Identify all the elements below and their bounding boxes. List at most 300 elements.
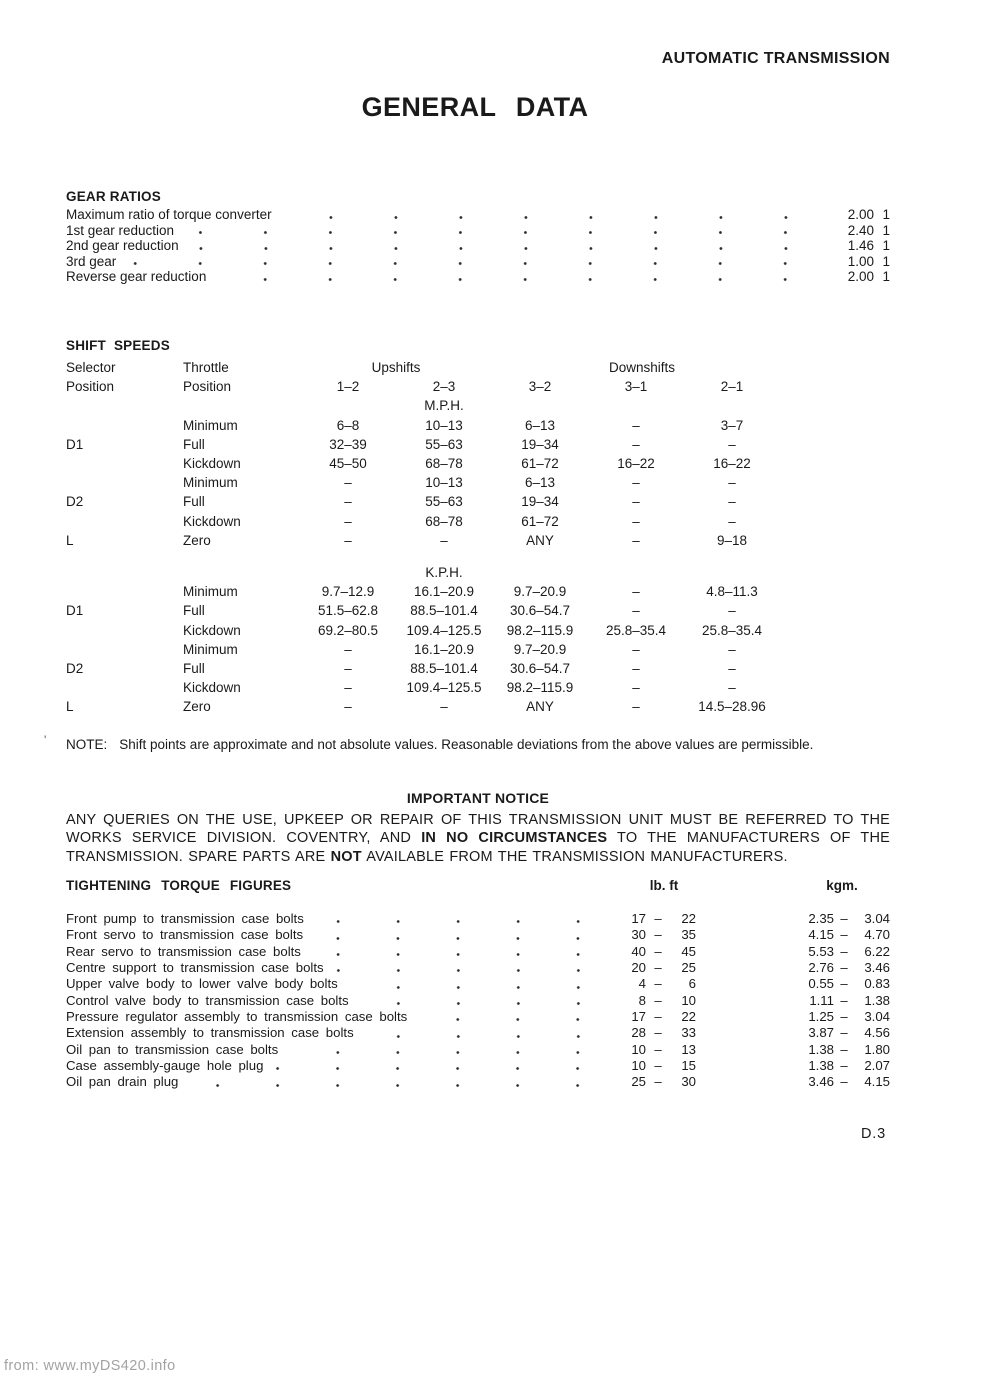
torque-kgm-value	[796, 1058, 890, 1074]
gear-ratio-suffix: 1	[882, 207, 890, 222]
shift-value-cell: –	[344, 641, 352, 657]
torque-row	[66, 960, 890, 976]
torque-row	[66, 1058, 890, 1074]
torque-kgm-value	[796, 1009, 890, 1025]
shift-value-cell: 4.8–11.3	[706, 584, 758, 600]
torque-kgm-low: 2.76	[808, 960, 834, 976]
shift-value-cell: 98.2–115.9	[506, 622, 574, 638]
torque-row	[66, 944, 890, 960]
torque-lbft-low: 30	[631, 927, 646, 943]
shift-cell-blank	[588, 563, 684, 582]
shift-value-cell: –	[344, 699, 352, 715]
torque-lbft-low: 8	[638, 992, 646, 1008]
gear-ratio-row	[66, 238, 890, 254]
shift-throttle-cell: Minimum	[183, 584, 238, 600]
shift-value-cell: –	[632, 584, 640, 600]
shift-value-cell: 45–50	[329, 456, 367, 472]
shift-header-selector: Position	[66, 379, 115, 395]
shift-column-header: 3–1	[624, 379, 648, 395]
shift-column-header: 2–1	[720, 379, 744, 395]
shift-value-cell: –	[632, 513, 640, 529]
torque-kgm-high: 2.07	[864, 1058, 890, 1074]
shift-value-cell: 55–63	[425, 436, 463, 452]
torque-lbft-low: 17	[631, 911, 646, 926]
range-dash: –	[840, 927, 848, 943]
torque-row-label: Pressure regulator assembly to transmission case bolts	[66, 1009, 408, 1025]
important-notice-body	[66, 811, 890, 866]
dot-leader	[313, 927, 616, 943]
torque-lbft-value	[620, 960, 696, 976]
shift-value-cell: 61–72	[521, 456, 559, 472]
dot-leader	[130, 254, 820, 270]
shift-value-cell: 61–72	[521, 513, 559, 529]
watermark: from: www.myDS420.info	[4, 1358, 176, 1374]
shift-value-cell: 6–13	[524, 417, 556, 433]
gear-ratio-label: 3rd gear	[66, 253, 117, 269]
gear-ratio-suffix: 1	[882, 222, 890, 238]
gear-ratio-suffix: 1	[882, 238, 890, 254]
shift-value-cell: 88.5–101.4	[410, 661, 478, 677]
gear-ratio-label: 2nd gear reduction	[66, 238, 179, 254]
shift-value-cell: –	[728, 641, 736, 657]
range-dash: –	[654, 911, 662, 926]
torque-row-label: Oil pan drain plug	[66, 1074, 179, 1090]
range-dash: –	[654, 992, 662, 1008]
torque-kgm-low: 5.53	[808, 943, 834, 959]
shift-unit-label: K.P.H.	[425, 565, 463, 581]
torque-row	[66, 993, 890, 1009]
gear-ratio-suffix: 1	[882, 253, 890, 269]
gear-ratios-section	[66, 189, 890, 285]
torque-row-label: Front servo to transmission case bolts	[66, 927, 304, 943]
shift-throttle-cell: Full	[183, 661, 205, 677]
torque-kgm-high: 4.70	[864, 927, 890, 943]
range-dash: –	[840, 1058, 848, 1074]
torque-kgm-high: 0.83	[864, 976, 890, 992]
torque-row	[66, 976, 890, 992]
shift-throttle-cell: Kickdown	[183, 622, 241, 638]
shift-throttle-cell: Kickdown	[183, 680, 241, 696]
shift-selector-cell	[66, 621, 183, 640]
torque-kgm-low: 3.87	[808, 1025, 834, 1041]
torque-kgm-low: 3.46	[808, 1074, 834, 1090]
torque-lbft-value	[620, 944, 696, 960]
notice-text-segment: WORKS SERVICE DIVISION. COVENTRY, AND	[66, 830, 422, 847]
shift-value-cell: 14.5–28.96	[698, 699, 766, 715]
shift-column-header: 1–2	[336, 379, 360, 395]
shift-speeds-table	[66, 358, 780, 717]
shift-value-cell: –	[728, 475, 736, 491]
torque-kgm-value	[796, 911, 890, 927]
shift-selector-cell	[66, 678, 183, 697]
shift-value-cell: –	[344, 680, 352, 696]
shift-value-cell: 30.6–54.7	[509, 661, 571, 677]
shift-header-selector: Selector	[66, 360, 116, 375]
shift-header-throttle: Position	[183, 379, 232, 395]
shift-value-cell: –	[632, 475, 640, 491]
shift-selector-cell: D2	[66, 494, 84, 510]
shift-value-cell: 9.7–12.9	[321, 584, 375, 600]
torque-lbft-high: 25	[681, 960, 696, 976]
torque-lbft-value	[620, 976, 696, 992]
torque-row	[66, 927, 890, 943]
gear-ratio-value: 2.00	[847, 269, 874, 285]
torque-heading: TIGHTENING TORQUE FIGURES	[66, 878, 292, 893]
shift-value-cell: 68–78	[425, 513, 463, 529]
range-dash: –	[654, 943, 662, 959]
shift-value-cell: 68–78	[425, 456, 463, 472]
shift-value-cell: –	[728, 661, 736, 677]
torque-kgm-value	[796, 993, 890, 1009]
torque-lbft-high: 6	[688, 976, 696, 992]
shift-value-cell: 16.1–20.9	[413, 584, 475, 600]
shift-cell-blank	[300, 396, 396, 415]
shift-selector-cell	[66, 582, 183, 601]
range-dash: –	[654, 960, 662, 976]
shift-value-cell: –	[728, 603, 736, 619]
torque-kgm-value	[796, 976, 890, 992]
shift-value-cell: 98.2–115.9	[506, 680, 574, 696]
shift-throttle-cell: Minimum	[183, 475, 238, 491]
torque-lbft-low: 4	[638, 976, 646, 992]
dot-leader	[348, 976, 616, 992]
gear-ratio-row	[66, 254, 890, 270]
notice-text-segment: AVAILABLE FROM THE TRANSMISSION MANUFACTURERS.	[361, 848, 788, 865]
shift-value-cell: –	[632, 436, 640, 452]
shift-value-cell: 10–13	[425, 417, 463, 433]
gear-ratio-value: 1.00	[847, 253, 874, 269]
dot-leader	[286, 207, 820, 223]
torque-kgm-high: 1.38	[864, 992, 890, 1008]
range-dash: –	[840, 1009, 848, 1025]
torque-kgm-low: 0.55	[808, 976, 834, 992]
shift-value-cell: 9.7–20.9	[513, 584, 567, 600]
shift-selector-cell: L	[66, 699, 74, 715]
shift-selector-cell: D2	[66, 661, 84, 677]
torque-lbft-low: 40	[631, 943, 646, 959]
torque-kgm-high: 1.80	[864, 1041, 890, 1057]
shift-speeds-heading: SHIFT SPEEDS	[66, 338, 170, 353]
range-dash: –	[840, 1074, 848, 1090]
range-dash: –	[654, 1025, 662, 1041]
torque-lbft-value	[620, 1058, 696, 1074]
gear-ratio-row	[66, 207, 890, 223]
torque-kgm-value	[796, 927, 890, 943]
torque-lbft-value	[620, 911, 696, 927]
notice-text-segment: TRANSMISSION. SPARE PARTS ARE	[66, 848, 331, 865]
shift-cell-blank	[684, 563, 780, 582]
shift-value-cell: 16.1–20.9	[413, 641, 475, 657]
torque-row	[66, 1074, 890, 1090]
shift-column-header: 3–2	[528, 379, 552, 395]
gear-ratio-label: 1st gear reduction	[66, 222, 175, 238]
torque-figures-section	[66, 878, 890, 1091]
torque-kgm-high: 6.22	[864, 943, 890, 959]
note-label: NOTE:	[66, 737, 108, 752]
note-text: Shift points are approximate and not absolute values. Reasonable deviations from the above values are permissible.	[119, 737, 814, 752]
range-dash: –	[840, 992, 848, 1008]
torque-lbft-value	[620, 1025, 696, 1041]
dot-leader	[193, 238, 820, 254]
page-title: GENERAL DATA	[361, 92, 589, 122]
shift-header-blank	[684, 358, 780, 377]
shift-value-cell: 6–13	[524, 475, 556, 491]
gear-ratio-value: 2.00	[847, 207, 874, 222]
range-dash: –	[840, 960, 848, 976]
torque-row-label: Centre support to transmission case bolts	[66, 960, 324, 976]
shift-value-cell: 32–39	[329, 436, 367, 452]
torque-header-row	[66, 878, 890, 896]
shift-value-cell: 69.2–80.5	[317, 622, 379, 638]
shift-selector-cell: D1	[66, 603, 84, 619]
dot-leader	[188, 1074, 616, 1090]
shift-selector-cell: L	[66, 532, 74, 548]
torque-row	[66, 911, 890, 927]
dot-leader	[188, 223, 820, 239]
shift-cell-blank	[66, 396, 183, 415]
shift-value-cell: –	[440, 699, 448, 715]
shift-speeds-section	[66, 338, 780, 717]
shift-unit-label: M.P.H.	[424, 398, 464, 414]
dot-leader	[314, 911, 616, 927]
range-dash: –	[654, 1041, 662, 1057]
torque-lbft-high: 35	[681, 927, 696, 943]
dot-leader	[417, 1009, 616, 1025]
shift-value-cell: 10–13	[425, 475, 463, 491]
torque-row	[66, 1009, 890, 1025]
shift-cell-blank	[684, 396, 780, 415]
torque-kgm-high: 3.46	[864, 960, 890, 976]
torque-kgm-high: 3.04	[864, 911, 890, 926]
page-header: AUTOMATIC TRANSMISSION	[661, 50, 890, 67]
shift-value-cell: –	[344, 661, 352, 677]
torque-lbft-high: 30	[681, 1074, 696, 1090]
shift-throttle-cell: Minimum	[183, 641, 238, 657]
torque-lbft-low: 28	[631, 1025, 646, 1041]
torque-kgm-value	[796, 1042, 890, 1058]
torque-kgm-high: 4.56	[864, 1025, 890, 1041]
dot-leader	[220, 269, 820, 285]
shift-value-cell: 88.5–101.4	[410, 603, 478, 619]
gear-ratio-suffix: 1	[882, 269, 890, 285]
shift-value-cell: –	[728, 680, 736, 696]
notice-line	[66, 848, 890, 866]
shift-value-cell: 19–34	[521, 436, 559, 452]
shift-throttle-cell: Full	[183, 603, 205, 619]
important-notice-heading: IMPORTANT NOTICE	[406, 790, 550, 806]
shift-value-cell: 3–7	[720, 417, 744, 433]
torque-row-label: Extension assembly to transmission case bolts	[66, 1025, 354, 1041]
torque-kgm-low: 1.25	[808, 1009, 834, 1025]
shift-header-downshifts: Downshifts	[608, 360, 676, 375]
notice-line	[66, 829, 890, 847]
shift-value-cell: –	[632, 699, 640, 715]
notice-bold-segment: NOT	[330, 848, 362, 865]
torque-lbft-low: 25	[631, 1074, 646, 1090]
shift-cell-blank	[588, 396, 684, 415]
shift-value-cell: 16–22	[617, 456, 655, 472]
range-dash: –	[840, 911, 848, 926]
shift-cell-blank	[492, 396, 588, 415]
torque-kgm-column-header: kgm.	[826, 878, 858, 893]
dot-leader	[364, 1025, 616, 1041]
page-number: D.3	[861, 1126, 886, 1142]
shift-value-cell: 9–18	[716, 532, 748, 548]
gear-ratios-list	[66, 207, 890, 285]
shift-value-cell: 25.8–35.4	[701, 622, 763, 638]
shift-value-cell: 9.7–20.9	[513, 641, 567, 657]
shift-value-cell: –	[632, 603, 640, 619]
torque-kgm-value	[796, 944, 890, 960]
shift-value-cell: ANY	[526, 699, 554, 715]
range-dash: –	[654, 976, 662, 992]
torque-row-label: Oil pan to transmission case bolts	[66, 1041, 279, 1057]
torque-kgm-low: 1.11	[809, 992, 834, 1008]
torque-lbft-high: 22	[681, 911, 696, 926]
shift-throttle-cell: Kickdown	[183, 456, 241, 472]
shift-selector-cell: D1	[66, 436, 84, 452]
shift-value-cell: 109.4–125.5	[406, 680, 482, 696]
shift-value-cell: –	[632, 417, 640, 433]
torque-row-label: Case assembly-gauge hole plug	[66, 1058, 264, 1074]
torque-lbft-high: 45	[681, 943, 696, 959]
shift-value-cell: –	[440, 532, 448, 548]
torque-row	[66, 1042, 890, 1058]
shift-value-cell: –	[344, 475, 352, 491]
shift-value-cell: 19–34	[521, 494, 559, 510]
torque-rows	[66, 911, 890, 1091]
shift-value-cell: 16–22	[713, 456, 751, 472]
shift-cell-blank	[183, 396, 300, 415]
torque-lbft-low: 17	[631, 1009, 646, 1025]
torque-lbft-low: 10	[631, 1058, 646, 1074]
torque-lbft-value	[620, 1009, 696, 1025]
range-dash: –	[654, 927, 662, 943]
torque-lbft-low: 20	[631, 960, 646, 976]
range-dash: –	[654, 1009, 662, 1025]
torque-kgm-high: 4.15	[864, 1074, 890, 1090]
shift-selector-cell	[66, 640, 183, 659]
torque-lbft-high: 13	[681, 1041, 696, 1057]
range-dash: –	[840, 1041, 848, 1057]
shift-header-throttle: Throttle	[183, 360, 229, 375]
shift-value-cell: 109.4–125.5	[406, 622, 482, 638]
notice-line	[66, 811, 890, 829]
torque-lbft-high: 10	[681, 992, 696, 1008]
shift-selector-cell	[66, 454, 183, 473]
torque-lbft-value	[620, 1042, 696, 1058]
gear-ratio-row	[66, 223, 890, 239]
shift-value-cell: –	[344, 513, 352, 529]
shift-value-cell: 6–8	[336, 417, 360, 433]
gear-ratio-label: Reverse gear reduction	[66, 269, 207, 285]
dot-leader	[334, 960, 616, 976]
torque-kgm-value	[796, 960, 890, 976]
shift-value-cell: –	[344, 494, 352, 510]
shift-value-cell: –	[632, 494, 640, 510]
shift-cell-blank	[66, 563, 183, 582]
torque-row-label: Rear servo to transmission case bolts	[66, 943, 301, 959]
torque-lbft-value	[620, 927, 696, 943]
scan-artifact-mark: '	[44, 733, 47, 747]
shift-value-cell: 51.5–62.8	[317, 603, 379, 619]
notice-bold-segment: IN NO CIRCUMSTANCES	[421, 830, 608, 847]
gear-ratios-heading: GEAR RATIOS	[66, 189, 161, 204]
shift-value-cell: 30.6–54.7	[509, 603, 571, 619]
shift-value-cell: –	[728, 513, 736, 529]
important-notice-section	[66, 790, 890, 866]
shift-table-gap	[66, 550, 780, 563]
torque-lbft-column-header: lb. ft	[649, 878, 679, 893]
shift-selector-cell	[66, 416, 183, 435]
notice-text-segment: ANY QUERIES ON THE USE, UPKEEP OR REPAIR OF THIS TRANSMISSION UNIT MUST BE REFERRED TO THE	[66, 812, 890, 828]
gear-ratio-label: Maximum ratio of torque converter	[66, 207, 272, 222]
torque-kgm-value	[796, 1074, 890, 1090]
torque-kgm-low: 2.35	[808, 911, 834, 926]
range-dash: –	[654, 1058, 662, 1074]
shift-throttle-cell: Full	[183, 494, 205, 510]
shift-throttle-cell: Minimum	[183, 417, 238, 433]
torque-lbft-high: 33	[681, 1025, 696, 1041]
shift-value-cell: ANY	[526, 532, 554, 548]
torque-lbft-high: 15	[681, 1058, 696, 1074]
shift-header-upshifts: Upshifts	[371, 360, 421, 375]
shift-throttle-cell: Full	[183, 436, 205, 452]
gear-ratio-value: 2.40	[847, 222, 874, 238]
shift-cell-blank	[492, 563, 588, 582]
shift-throttle-cell: Zero	[183, 699, 211, 715]
torque-kgm-low: 1.38	[808, 1058, 834, 1074]
shift-throttle-cell: Kickdown	[183, 513, 241, 529]
torque-kgm-low: 1.38	[808, 1041, 834, 1057]
torque-kgm-value	[796, 1025, 890, 1041]
torque-row	[66, 1025, 890, 1041]
torque-lbft-high: 22	[681, 1009, 696, 1025]
shift-value-cell: 25.8–35.4	[605, 622, 667, 638]
shift-header-blank	[492, 358, 588, 377]
shift-value-cell: –	[632, 661, 640, 677]
torque-lbft-value	[620, 993, 696, 1009]
dot-leader	[273, 1058, 616, 1074]
range-dash: –	[840, 1025, 848, 1041]
gear-ratio-value: 1.46	[847, 238, 874, 254]
gear-ratio-row	[66, 269, 890, 285]
range-dash: –	[654, 1074, 662, 1090]
shift-cell-blank	[300, 563, 396, 582]
range-dash: –	[840, 976, 848, 992]
range-dash: –	[840, 943, 848, 959]
torque-row-label: Control valve body to transmission case bolts	[66, 992, 349, 1008]
notice-text-segment: TO THE MANUFACTURERS OF THE	[607, 830, 890, 847]
torque-row-label: Upper valve body to lower valve body bolts	[66, 976, 338, 992]
shift-value-cell: –	[632, 641, 640, 657]
torque-kgm-low: 4.15	[808, 927, 834, 943]
torque-kgm-high: 3.04	[864, 1009, 890, 1025]
shift-cell-blank	[183, 563, 300, 582]
torque-lbft-low: 10	[631, 1041, 646, 1057]
dot-leader	[311, 944, 616, 960]
dot-leader	[359, 993, 616, 1009]
shift-column-header: 2–3	[432, 379, 456, 395]
note-line	[66, 737, 896, 752]
shift-throttle-cell: Zero	[183, 532, 211, 548]
shift-value-cell: –	[728, 436, 736, 452]
shift-value-cell: –	[344, 532, 352, 548]
shift-value-cell: –	[632, 680, 640, 696]
torque-row-label: Front pump to transmission case bolts	[66, 911, 304, 926]
shift-value-cell: 55–63	[425, 494, 463, 510]
dot-leader	[288, 1042, 616, 1058]
